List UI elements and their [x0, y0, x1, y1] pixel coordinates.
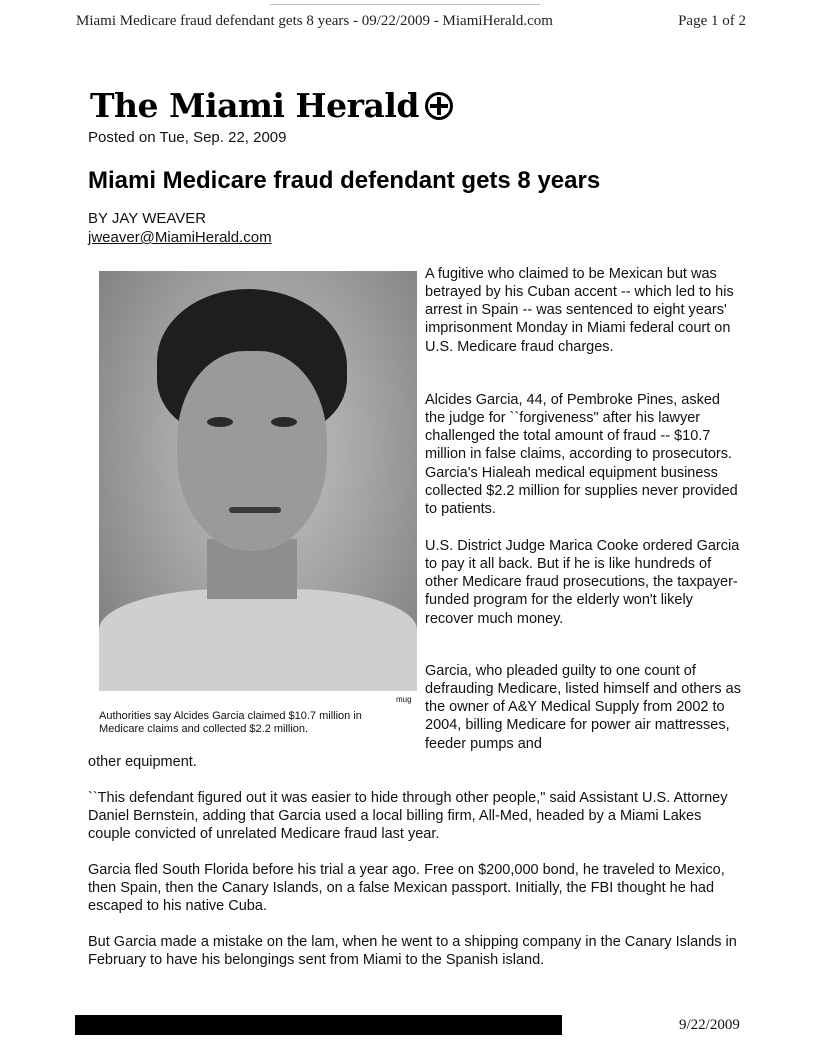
article-paragraph: ``This defendant figured out it was easier to hide through other people," said Assistant U.S. Attorney Daniel Bernstein, adding that Garcia used a local billing firm, All-Med, headed by a Miami Lakes couple convicted of unrelated Medicare fraud last year.	[88, 790, 728, 843]
article-paragraph: U.S. District Judge Marica Cooke ordered Garcia to pay it all back. But if he is like hundreds of other Medicare fraud prosecutions, the taxpayer-funded program for the elderly won't likely recover much money.	[425, 538, 740, 627]
footer-date: 9/22/2009	[679, 1017, 740, 1033]
masthead-logo	[90, 86, 453, 125]
photo-eye-right	[271, 417, 297, 427]
top-rule	[270, 4, 540, 5]
headline: Miami Medicare fraud defendant gets 8 years	[88, 167, 601, 194]
article-paragraph: But Garcia made a mistake on the lam, when he went to a shipping company in the Canary Islands in February to have his belongings sent from Miami to the Spanish island.	[88, 934, 737, 969]
posted-date: Posted on Tue, Sep. 22, 2009	[88, 129, 287, 146]
page-number: Page 1 of 2	[678, 13, 746, 29]
article-paragraph: Garcia, who pleaded guilty to one count of defrauding Medicare, listed himself and others as the owner of A&Y Medical Supply from 2002 to 2004, billing Medicare for power air mattresses, feeder pumps and	[425, 663, 741, 752]
photo-face	[177, 351, 327, 551]
redaction-bar	[75, 1015, 562, 1035]
photo-mouth	[229, 507, 281, 513]
print-header-title: Miami Medicare fraud defendant gets 8 years - 09/22/2009 - MiamiHerald.com	[76, 13, 553, 29]
article-paragraph: other equipment.	[88, 754, 197, 770]
author-email-link[interactable]: jweaver@MiamiHerald.com	[88, 229, 272, 246]
article-paragraph: Garcia fled South Florida before his trial a year ago. Free on $200,000 bond, he traveled to Mexico, then Spain, then the Canary Islands, on a false Mexican passport. Initially, the FBI thought he had escaped to his native Cuba.	[88, 862, 725, 915]
eagle-seal-icon	[425, 92, 453, 120]
byline: BY JAY WEAVER	[88, 210, 207, 227]
photo-eye-left	[207, 417, 233, 427]
article-paragraph: Alcides Garcia, 44, of Pembroke Pines, asked the judge for ``forgiveness" after his lawyer challenged the total amount of fraud -- $10.7 million in false claims, according to prosecutors. Garcia's Hialeah medical equipment business collected $2.2 million for supplies never provided to patients.	[425, 392, 738, 517]
photo-shirt	[99, 589, 417, 691]
masthead-text: The Miami Herald	[90, 86, 419, 125]
photo-caption: Authorities say Alcides Garcia claimed $10.7 million in Medicare claims and collected $2.2 million.	[99, 710, 362, 735]
mugshot-photo	[99, 271, 417, 691]
photo-tag: mug	[396, 695, 412, 704]
article-paragraph: A fugitive who claimed to be Mexican but was betrayed by his Cuban accent -- which led to his arrest in Spain -- was sentenced to eight years' imprisonment Monday in Miami federal court on U.S. Medicare fraud charges.	[425, 266, 734, 355]
